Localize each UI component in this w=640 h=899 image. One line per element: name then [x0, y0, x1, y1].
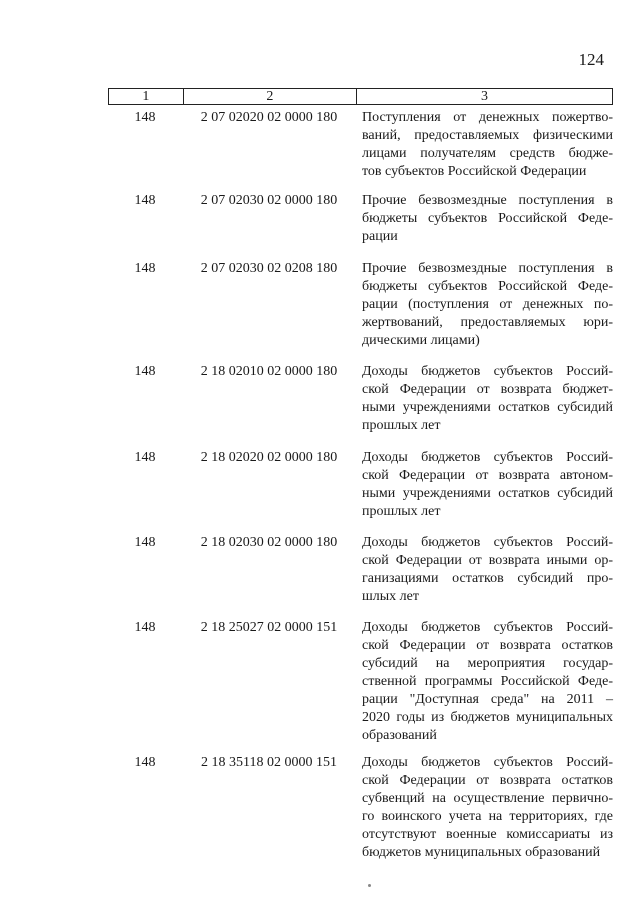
table-row: [108, 363, 613, 435]
revenue-description-cell: [356, 619, 613, 745]
scan-artifact-dot: [368, 884, 371, 887]
description-line: лицами получателям средств бюдже-: [362, 146, 613, 161]
description-line: Доходы бюджетов субъектов Россий-: [362, 620, 613, 635]
budget-classification-code-cell: 2 18 02010 02 0000 180: [200, 364, 338, 379]
table-row: [108, 260, 613, 350]
description-line: ской Федерации от возврата бюджет-: [362, 382, 613, 397]
table-header-row: [108, 88, 613, 105]
description-line: 2020 годы из бюджетов муниципальных: [362, 710, 613, 725]
budget-classification-code-cell: 2 07 02030 02 0208 180: [200, 261, 338, 276]
description-line: шлых лет: [362, 589, 419, 604]
description-line: ственной программы Российской Феде-: [362, 674, 613, 689]
budget-classification-code-cell: 2 07 02030 02 0000 180: [200, 193, 338, 208]
table-row: [108, 109, 613, 181]
description-line: Доходы бюджетов субъектов Россий-: [362, 450, 613, 465]
table-header-cell: 1: [142, 89, 150, 104]
agency-code-cell: 148: [134, 620, 156, 635]
table-header-cell: 2: [183, 89, 356, 104]
description-line: бюджеты субъектов Российской Феде-: [362, 279, 613, 294]
budget-classification-code-cell: 2 18 25027 02 0000 151: [200, 620, 338, 635]
revenue-codes-table: [108, 88, 613, 862]
table-header-cell: 3: [356, 89, 612, 104]
description-line: ской Федерации от возврата иными ор-: [362, 553, 613, 568]
description-line: рации (поступления от денежных по-: [362, 297, 613, 312]
description-line: прошлых лет: [362, 504, 441, 519]
description-line: жертвований, предоставляемых юри-: [362, 315, 613, 330]
description-line: рации "Доступная среда" на 2011 –: [362, 692, 613, 707]
description-line: ской Федерации от возврата остатков: [362, 773, 613, 788]
description-line: тов субъектов Российской Федерации: [362, 164, 587, 179]
description-line: дическими лицами): [362, 333, 480, 348]
table-row: [108, 534, 613, 606]
description-line: ваний, предоставляемых физическими: [362, 128, 613, 143]
table-body: [108, 109, 613, 862]
description-line: Доходы бюджетов субъектов Россий-: [362, 535, 613, 550]
agency-code-cell: 148: [134, 364, 156, 379]
revenue-description-cell: [356, 534, 613, 606]
table-row: [108, 754, 613, 862]
description-line: ской Федерации от возврата автоном-: [362, 468, 613, 483]
table-row: [108, 619, 613, 745]
revenue-description-cell: [356, 109, 613, 181]
description-line: ными учреждениями остатков субсидий: [362, 486, 613, 501]
description-line: прошлых лет: [362, 418, 441, 433]
description-line: Доходы бюджетов субъектов Россий-: [362, 755, 613, 770]
revenue-description-cell: [356, 192, 613, 246]
description-line: рации: [362, 229, 398, 244]
agency-code-cell: 148: [134, 110, 156, 125]
budget-classification-code-cell: 2 07 02020 02 0000 180: [200, 110, 338, 125]
revenue-description-cell: [356, 363, 613, 435]
description-line: Прочие безвозмездные поступления в: [362, 193, 613, 208]
page-number: 124: [578, 50, 604, 69]
table-row: [108, 192, 613, 246]
budget-classification-code-cell: 2 18 02030 02 0000 180: [200, 535, 338, 550]
description-line: бюджетов муниципальных образований: [362, 845, 601, 860]
agency-code-cell: 148: [134, 261, 156, 276]
agency-code-cell: 148: [134, 755, 156, 770]
description-line: го воинского учета на территориях, где: [362, 809, 613, 824]
description-line: Поступления от денежных пожертво-: [362, 110, 613, 125]
description-line: ганизациями остатков субсидий про-: [362, 571, 613, 586]
revenue-description-cell: [356, 260, 613, 350]
description-line: отсутствуют военные комиссариаты из: [362, 827, 613, 842]
agency-code-cell: 148: [134, 193, 156, 208]
description-line: субвенций на осуществление первично-: [362, 791, 613, 806]
description-line: Прочие безвозмездные поступления в: [362, 261, 613, 276]
description-line: субсидий на мероприятия государ-: [362, 656, 613, 671]
revenue-description-cell: [356, 754, 613, 862]
description-line: бюджеты субъектов Российской Феде-: [362, 211, 613, 226]
budget-classification-code-cell: 2 18 02020 02 0000 180: [200, 450, 338, 465]
revenue-description-cell: [356, 449, 613, 521]
table-row: [108, 449, 613, 521]
budget-classification-code-cell: 2 18 35118 02 0000 151: [201, 755, 337, 770]
agency-code-cell: 148: [134, 535, 156, 550]
description-line: Доходы бюджетов субъектов Россий-: [362, 364, 613, 379]
description-line: ными учреждениями остатков субсидий: [362, 400, 613, 415]
description-line: ской Федерации от возврата остатков: [362, 638, 613, 653]
description-line: образований: [362, 728, 437, 743]
agency-code-cell: 148: [134, 450, 156, 465]
